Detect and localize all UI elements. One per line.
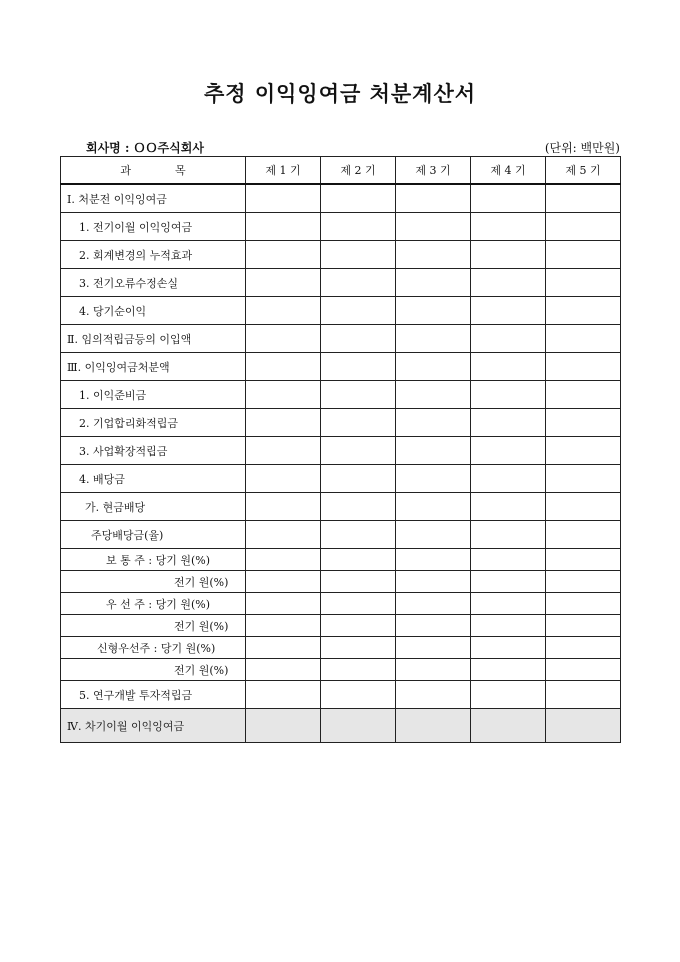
table-cell xyxy=(546,593,621,615)
table-row xyxy=(61,465,621,493)
table-row xyxy=(61,637,621,659)
table-cell xyxy=(246,353,321,381)
header-period-2: 제 2 기 xyxy=(321,157,396,185)
row-label: 신형우선주 : 당기 원(%) xyxy=(61,637,246,659)
table-row xyxy=(61,409,621,437)
unit-label: (단위: 백만원) xyxy=(544,141,620,155)
table-cell xyxy=(321,549,396,571)
row-label: 전기 원(%) xyxy=(61,659,246,681)
table-cell xyxy=(396,184,471,213)
table-cell xyxy=(321,184,396,213)
table-cell xyxy=(471,681,546,709)
table-cell xyxy=(321,465,396,493)
table-cell xyxy=(321,381,396,409)
table-cell xyxy=(321,269,396,297)
row-label: 주당배당금(율) xyxy=(61,521,246,549)
table-cell xyxy=(246,593,321,615)
row-label: Ⅳ. 차기이월 이익잉여금 xyxy=(61,709,246,743)
table-cell xyxy=(546,213,621,241)
table-cell xyxy=(396,493,471,521)
table-cell xyxy=(396,353,471,381)
table-row xyxy=(61,493,621,521)
table-cell xyxy=(396,381,471,409)
row-label: 4. 당기순이익 xyxy=(61,297,246,325)
table-row xyxy=(61,297,621,325)
table-cell xyxy=(246,241,321,269)
table-cell xyxy=(471,184,546,213)
table-cell xyxy=(321,521,396,549)
table-cell xyxy=(471,353,546,381)
table-cell xyxy=(246,549,321,571)
table-cell xyxy=(246,493,321,521)
table-cell xyxy=(321,637,396,659)
table-row xyxy=(61,437,621,465)
table-cell xyxy=(321,593,396,615)
table-cell xyxy=(246,681,321,709)
table-cell xyxy=(321,213,396,241)
document-title: 추정 이익잉여금 처분계산서 xyxy=(203,81,477,106)
table-cell xyxy=(246,325,321,353)
table-cell xyxy=(321,241,396,269)
table-row xyxy=(61,615,621,637)
table-cell xyxy=(321,659,396,681)
table-cell xyxy=(396,681,471,709)
table-cell xyxy=(546,184,621,213)
table-cell xyxy=(321,325,396,353)
table-cell xyxy=(321,571,396,593)
table-cell xyxy=(321,437,396,465)
table-cell xyxy=(546,465,621,493)
row-label: Ⅱ. 임의적립금등의 이입액 xyxy=(61,325,246,353)
table-row xyxy=(61,549,621,571)
table-cell xyxy=(471,549,546,571)
table-cell xyxy=(246,184,321,213)
row-label: 1. 전기이월 이익잉여금 xyxy=(61,213,246,241)
row-label: 우 선 주 : 당기 원(%) xyxy=(61,593,246,615)
table-cell xyxy=(471,297,546,325)
table-cell xyxy=(546,521,621,549)
table-cell xyxy=(396,521,471,549)
table-cell xyxy=(471,269,546,297)
table-cell xyxy=(396,409,471,437)
table-cell xyxy=(246,381,321,409)
table-row-total xyxy=(61,709,621,743)
table-cell xyxy=(396,659,471,681)
row-label: 3. 전기오류수정손실 xyxy=(61,269,246,297)
table-cell xyxy=(546,549,621,571)
table-cell xyxy=(471,325,546,353)
row-label: Ⅲ. 이익잉여금처분액 xyxy=(61,353,246,381)
table-cell xyxy=(396,241,471,269)
table-cell xyxy=(246,269,321,297)
table-row xyxy=(61,659,621,681)
header-account: 과 목 xyxy=(61,157,246,185)
retained-earnings-table xyxy=(60,156,621,743)
table-cell xyxy=(396,637,471,659)
table-cell xyxy=(321,409,396,437)
table-row xyxy=(61,593,621,615)
header-period-1: 제 1 기 xyxy=(246,157,321,185)
row-label: 전기 원(%) xyxy=(61,571,246,593)
table-cell xyxy=(396,269,471,297)
table-cell xyxy=(396,593,471,615)
table-cell xyxy=(321,681,396,709)
table-row xyxy=(61,325,621,353)
table-cell xyxy=(471,381,546,409)
table-cell xyxy=(546,325,621,353)
table-cell xyxy=(546,353,621,381)
table-cell xyxy=(396,465,471,493)
table-cell xyxy=(246,437,321,465)
table-cell xyxy=(246,659,321,681)
table-cell xyxy=(471,409,546,437)
table-cell xyxy=(396,325,471,353)
table-cell xyxy=(471,521,546,549)
table-cell xyxy=(396,213,471,241)
row-label: 2. 기업합리화적립금 xyxy=(61,409,246,437)
table-cell xyxy=(471,637,546,659)
table-row xyxy=(61,353,621,381)
table-cell xyxy=(546,659,621,681)
row-label: 1. 이익준비금 xyxy=(61,381,246,409)
table-cell xyxy=(396,571,471,593)
table-cell xyxy=(396,615,471,637)
table-cell xyxy=(471,615,546,637)
row-label: 5. 연구개발 투자적립금 xyxy=(61,681,246,709)
table-cell xyxy=(246,637,321,659)
table-row xyxy=(61,681,621,709)
table-cell xyxy=(546,437,621,465)
table-cell xyxy=(546,381,621,409)
table-cell xyxy=(396,709,471,743)
table-cell xyxy=(471,709,546,743)
header-period-4: 제 4 기 xyxy=(471,157,546,185)
table-cell xyxy=(246,213,321,241)
row-label: 3. 사업확장적립금 xyxy=(61,437,246,465)
header-period-3: 제 3 기 xyxy=(396,157,471,185)
table-cell xyxy=(546,571,621,593)
table-cell xyxy=(546,709,621,743)
table-row xyxy=(61,521,621,549)
row-label: 가. 현금배당 xyxy=(61,493,246,521)
table-cell xyxy=(471,659,546,681)
table-cell xyxy=(546,297,621,325)
table-cell xyxy=(546,637,621,659)
table-cell xyxy=(246,615,321,637)
table-cell xyxy=(471,493,546,521)
header-period-5: 제 5 기 xyxy=(546,157,621,185)
row-label: 2. 회계변경의 누적효과 xyxy=(61,241,246,269)
table-cell xyxy=(471,571,546,593)
row-label: 전기 원(%) xyxy=(61,615,246,637)
table-row xyxy=(61,381,621,409)
row-label: Ⅰ. 처분전 이익잉여금 xyxy=(61,184,246,213)
table-cell xyxy=(546,409,621,437)
table-row xyxy=(61,184,621,213)
table-cell xyxy=(321,709,396,743)
row-label: 4. 배당금 xyxy=(61,465,246,493)
table-cell xyxy=(321,493,396,521)
table-cell xyxy=(321,297,396,325)
table-cell xyxy=(396,297,471,325)
table-row xyxy=(61,571,621,593)
table-cell xyxy=(546,493,621,521)
table-row xyxy=(61,213,621,241)
company-name: 회사명 : ＯＯ주식회사 xyxy=(86,141,204,155)
table-cell xyxy=(546,681,621,709)
table-cell xyxy=(471,241,546,269)
table-cell xyxy=(546,615,621,637)
table-cell xyxy=(321,615,396,637)
table-row xyxy=(61,269,621,297)
table-row xyxy=(61,241,621,269)
table-cell xyxy=(471,437,546,465)
table-cell xyxy=(396,549,471,571)
row-label: 보 통 주 : 당기 원(%) xyxy=(61,549,246,571)
table-cell xyxy=(471,213,546,241)
table-cell xyxy=(246,297,321,325)
table-cell xyxy=(471,593,546,615)
table-header-row xyxy=(61,157,621,185)
table-cell xyxy=(246,571,321,593)
table-cell xyxy=(246,409,321,437)
table-cell xyxy=(546,269,621,297)
table-cell xyxy=(246,521,321,549)
table-cell xyxy=(471,465,546,493)
table-cell xyxy=(396,437,471,465)
table-cell xyxy=(246,465,321,493)
table-cell xyxy=(321,353,396,381)
table-cell xyxy=(246,709,321,743)
table-cell xyxy=(546,241,621,269)
